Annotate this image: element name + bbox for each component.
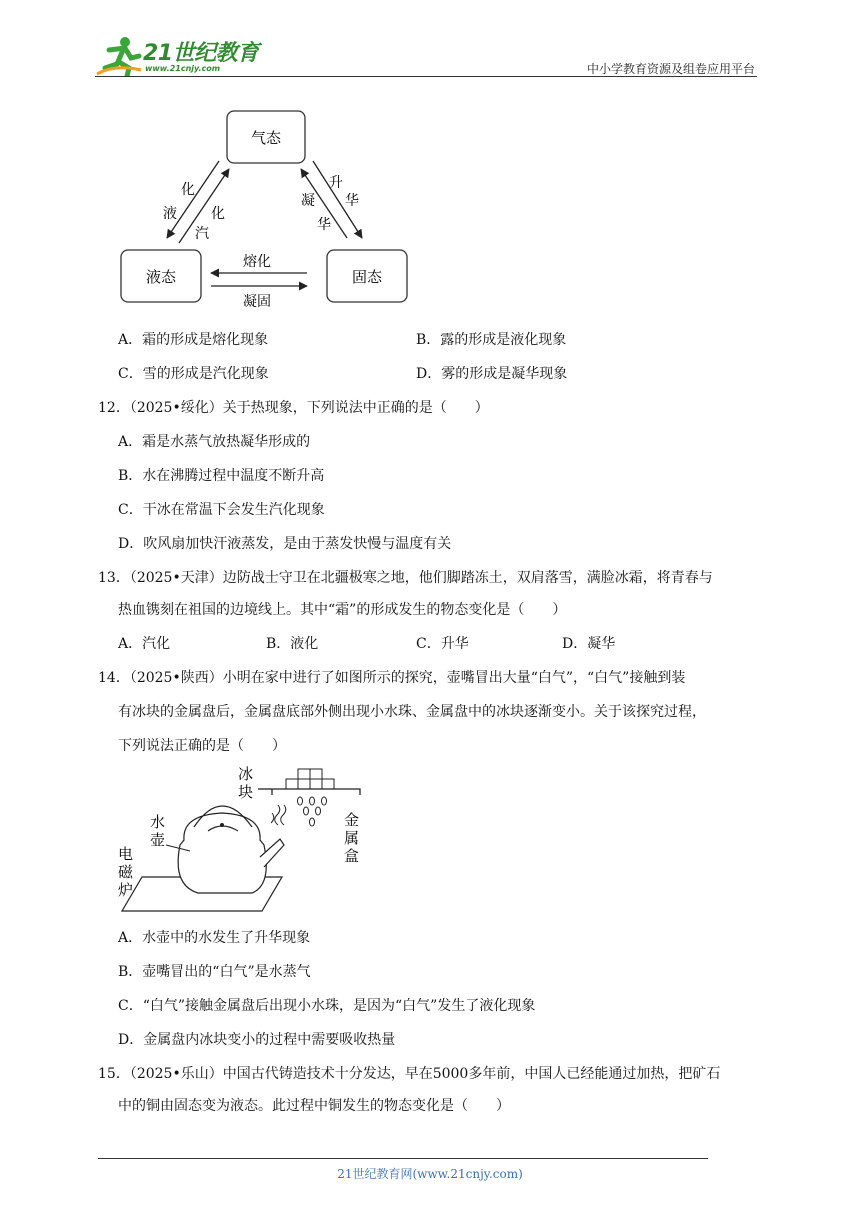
q12-option-c: C．干冰在常温下会发生汽化现象: [118, 502, 325, 518]
q14-option-a: A．水壶中的水发生了升华现象: [118, 930, 311, 946]
q13-option-c: C．升华: [416, 636, 469, 652]
dep-text-2: 华: [317, 217, 331, 233]
melt-label: 熔化: [243, 254, 271, 270]
footer-divider: [98, 1158, 708, 1159]
q11-option-b: B．露的形成是液化现象: [416, 332, 567, 348]
vap-text-2: 汽: [195, 226, 209, 242]
q11-option-c: C．雪的形成是汽化现象: [118, 366, 269, 382]
water-droplets: [298, 797, 327, 826]
vap-text-1: 化: [211, 206, 225, 222]
q12-option-a: A．霜是水蒸气放热凝华形成的: [118, 434, 311, 450]
q13-stem-line2: 热血镌刻在祖国的边境线上。其中“霜”的形成发生的物态变化是（ ）: [118, 602, 567, 618]
solid-label: 固态: [351, 268, 383, 286]
fig-stove-label-3: 炉: [118, 881, 134, 899]
kettle-experiment-figure: [112, 765, 372, 913]
fig-box-label-1: 金: [344, 811, 360, 829]
gas-label: 气态: [250, 129, 282, 147]
q13-stem-line1: 13．（2025•天津）边防战士守卫在北疆极寒之地，他们脚踏冻土，双肩落雪，满脸冰霜，将青春与: [98, 570, 713, 586]
footer-link[interactable]: 21世纪教育网(www.21cnjy.com): [337, 1167, 523, 1181]
q11-option-d: D．雾的形成是凝华现象: [416, 366, 568, 382]
q12-option-d: D．吹风扇加快汗液蒸发，是由于蒸发快慢与温度有关: [118, 536, 452, 552]
liq-text-1: 化: [181, 182, 195, 198]
q14-stem-line1: 14．（2025•陕西）小明在家中进行了如图所示的探究，壶嘴冒出大量“白气”，“白气”接触到装: [98, 670, 686, 686]
fig-stove-label-1: 电: [118, 845, 134, 863]
freeze-label: 凝固: [243, 294, 271, 310]
q14-option-c: C．“白气”接触金属盘后出现小水珠，是因为“白气”发生了液化现象: [118, 998, 536, 1014]
q14-stem-line2: 有冰块的金属盘后，金属盘底部外侧出现小水珠、金属盘中的冰块逐渐变小。关于该探究过程，: [118, 704, 706, 720]
fig-kettle-label-2: 壶: [150, 831, 166, 849]
dep-text-1: 凝: [301, 193, 315, 209]
q14-stem-line3: 下列说法正确的是（ ）: [118, 738, 286, 754]
q13-option-b: B．液化: [266, 636, 319, 652]
fig-ice-label-2: 块: [238, 783, 254, 801]
q12-option-b: B．水在沸腾过程中温度不断升高: [118, 468, 325, 484]
q13-option-d: D．凝华: [562, 636, 616, 652]
steam-lines: [271, 805, 286, 825]
metal-tray: [272, 789, 360, 795]
q14-option-d: D．金属盘内冰块变小的过程中需要吸收热量: [118, 1032, 396, 1048]
state-change-diagram: [115, 105, 415, 310]
liquid-label: 液态: [145, 268, 177, 286]
page-header: [95, 30, 757, 78]
header-tagline: 中小学教育资源及组卷应用平台: [586, 62, 755, 76]
q12-stem: 12．（2025•绥化）关于热现象，下列说法中正确的是（ ）: [98, 400, 489, 416]
q15-stem-line1: 15．（2025•乐山）中国古代铸造技术十分发达，早在5000多年前，中国人已经能通过加热，把矿石: [98, 1066, 721, 1082]
q15-stem-line2: 中的铜由固态变为液态。此过程中铜发生的物态变化是（ ）: [118, 1098, 510, 1114]
liq-text-2: 液: [163, 206, 177, 222]
q13-option-a: A．汽化: [118, 636, 171, 652]
fig-stove-label-2: 磁: [118, 863, 134, 881]
runner-icon: [95, 34, 143, 76]
liquefaction-arrow: [167, 161, 219, 238]
fig-box-label-3: 盒: [344, 847, 360, 865]
sub-text-1: 升: [329, 175, 343, 191]
logo-text: 21世纪教育: [143, 41, 259, 66]
fig-kettle-label-1: 水: [150, 813, 166, 831]
q14-option-b: B．壶嘴冒出的“白气”是水蒸气: [118, 964, 311, 980]
q11-option-a: A．霜的形成是熔化现象: [118, 332, 269, 348]
fig-ice-label-1: 冰: [238, 765, 254, 783]
kettle-spout: [260, 839, 284, 867]
sub-text-2: 华: [345, 193, 359, 209]
ice-blocks: [286, 769, 334, 789]
site-logo[interactable]: [95, 34, 265, 78]
logo-url: www.21cnjy.com: [145, 64, 221, 73]
fig-box-label-2: 属: [344, 829, 360, 847]
header-divider: [95, 76, 757, 77]
